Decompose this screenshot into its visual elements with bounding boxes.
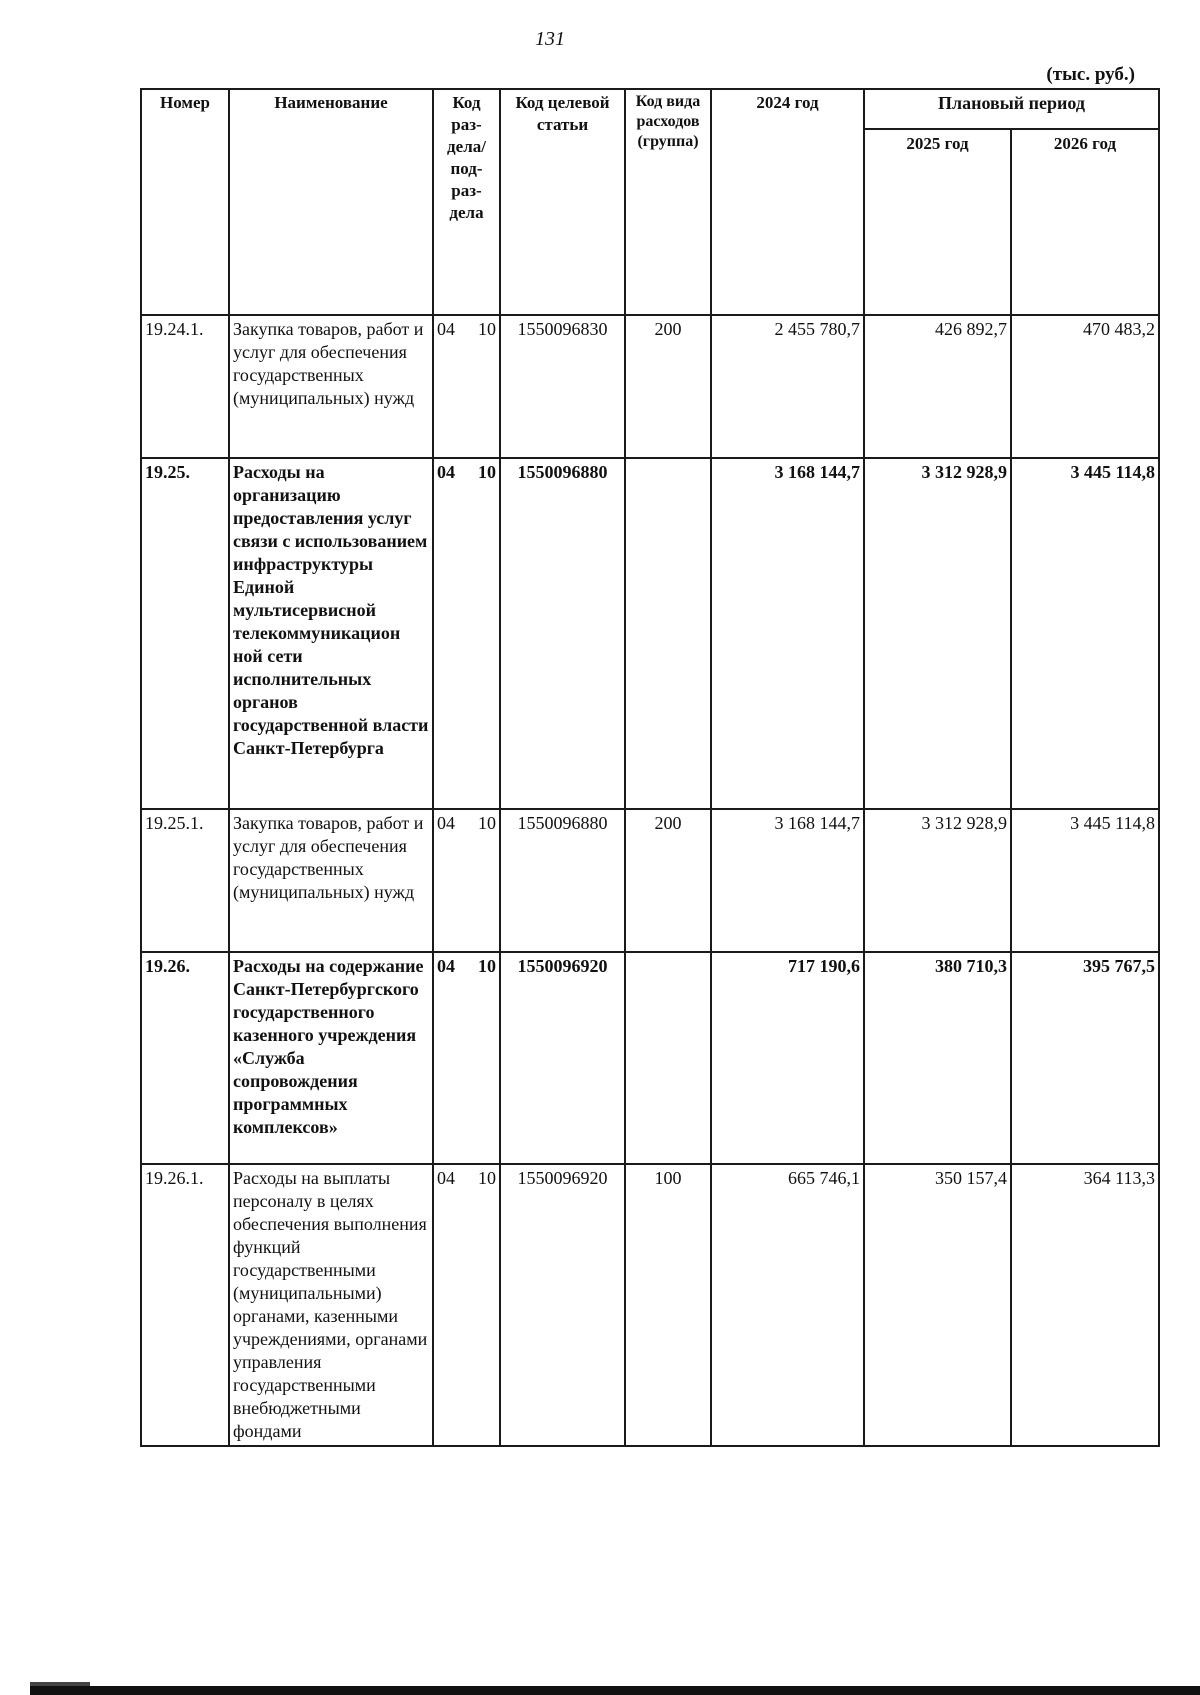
row-2024: 717 190,6 xyxy=(711,952,864,1164)
row-2026: 395 767,5 xyxy=(1011,952,1159,1164)
row-section: 04 10 xyxy=(433,809,500,952)
page-number: 131 xyxy=(535,28,565,50)
row-2024: 2 455 780,7 xyxy=(711,315,864,458)
row-kind-code: 100 xyxy=(625,1164,711,1446)
row-section: 04 10 xyxy=(433,315,500,458)
header-target: Код целевой статьи xyxy=(500,89,625,315)
header-2026: 2026 год xyxy=(1011,129,1159,315)
row-number: 19.26. xyxy=(141,952,229,1164)
row-name: Закупка товаров, работ и услуг для обеспечения государственных (муниципальных) нужд xyxy=(229,315,433,458)
row-2024: 3 168 144,7 xyxy=(711,809,864,952)
row-2026: 3 445 114,8 xyxy=(1011,809,1159,952)
header-section: Код раз- дела/ под- раз- дела xyxy=(433,89,500,315)
row-2025: 3 312 928,9 xyxy=(864,458,1011,809)
row-kind-code xyxy=(625,952,711,1164)
row-number: 19.24.1. xyxy=(141,315,229,458)
header-row-1 xyxy=(141,89,1159,129)
header-2025: 2025 год xyxy=(864,129,1011,315)
units-label: (тыс. руб.) xyxy=(1046,64,1135,85)
header-name: Наименование xyxy=(229,89,433,315)
row-section: 04 10 xyxy=(433,1164,500,1446)
row-target-code: 1550096920 xyxy=(500,952,625,1164)
row-target-code: 1550096920 xyxy=(500,1164,625,1446)
header-planned-period: Плановый период xyxy=(864,89,1159,129)
row-kind-code: 200 xyxy=(625,315,711,458)
row-target-code: 1550096880 xyxy=(500,809,625,952)
row-section: 04 10 xyxy=(433,952,500,1164)
row-section: 04 10 xyxy=(433,458,500,809)
header-number: Номер xyxy=(141,89,229,315)
row-2026: 364 113,3 xyxy=(1011,1164,1159,1446)
table-row xyxy=(141,809,1159,952)
row-number: 19.26.1. xyxy=(141,1164,229,1446)
budget-table xyxy=(140,88,1160,1447)
row-target-code: 1550096880 xyxy=(500,458,625,809)
row-2025: 3 312 928,9 xyxy=(864,809,1011,952)
row-name: Закупка товаров, работ и услуг для обеспечения государственных (муниципальных) нужд xyxy=(229,809,433,952)
row-kind-code xyxy=(625,458,711,809)
row-name: Расходы на выплаты персоналу в целях обеспечения выполнения функций государственными (муниципальными) органами, казенными учреждениями, органами управления государственными внебюджетными фондами xyxy=(229,1164,433,1446)
bottom-rule xyxy=(30,1686,1200,1695)
header-2024: 2024 год xyxy=(711,89,864,315)
row-name: Расходы на организацию предоставления услуг связи с использованием инфраструктуры Единой мультисервисной телекоммуникацион ной сети исполнительных органов государственной власти Санкт-Петербурга xyxy=(229,458,433,809)
row-2025: 426 892,7 xyxy=(864,315,1011,458)
row-number: 19.25.1. xyxy=(141,809,229,952)
row-target-code: 1550096830 xyxy=(500,315,625,458)
row-name: Расходы на содержание Санкт-Петербургского государственного казенного учреждения «Служба сопровождения программных комплексов» xyxy=(229,952,433,1164)
row-2024: 665 746,1 xyxy=(711,1164,864,1446)
table-row xyxy=(141,952,1159,1164)
row-2024: 3 168 144,7 xyxy=(711,458,864,809)
row-number: 19.25. xyxy=(141,458,229,809)
row-2026: 470 483,2 xyxy=(1011,315,1159,458)
row-kind-code: 200 xyxy=(625,809,711,952)
row-2025: 380 710,3 xyxy=(864,952,1011,1164)
header-kind: Код вида расходов (группа) xyxy=(625,89,711,315)
table-row xyxy=(141,458,1159,809)
table-row xyxy=(141,1164,1159,1446)
row-2025: 350 157,4 xyxy=(864,1164,1011,1446)
row-2026: 3 445 114,8 xyxy=(1011,458,1159,809)
table-row xyxy=(141,315,1159,458)
